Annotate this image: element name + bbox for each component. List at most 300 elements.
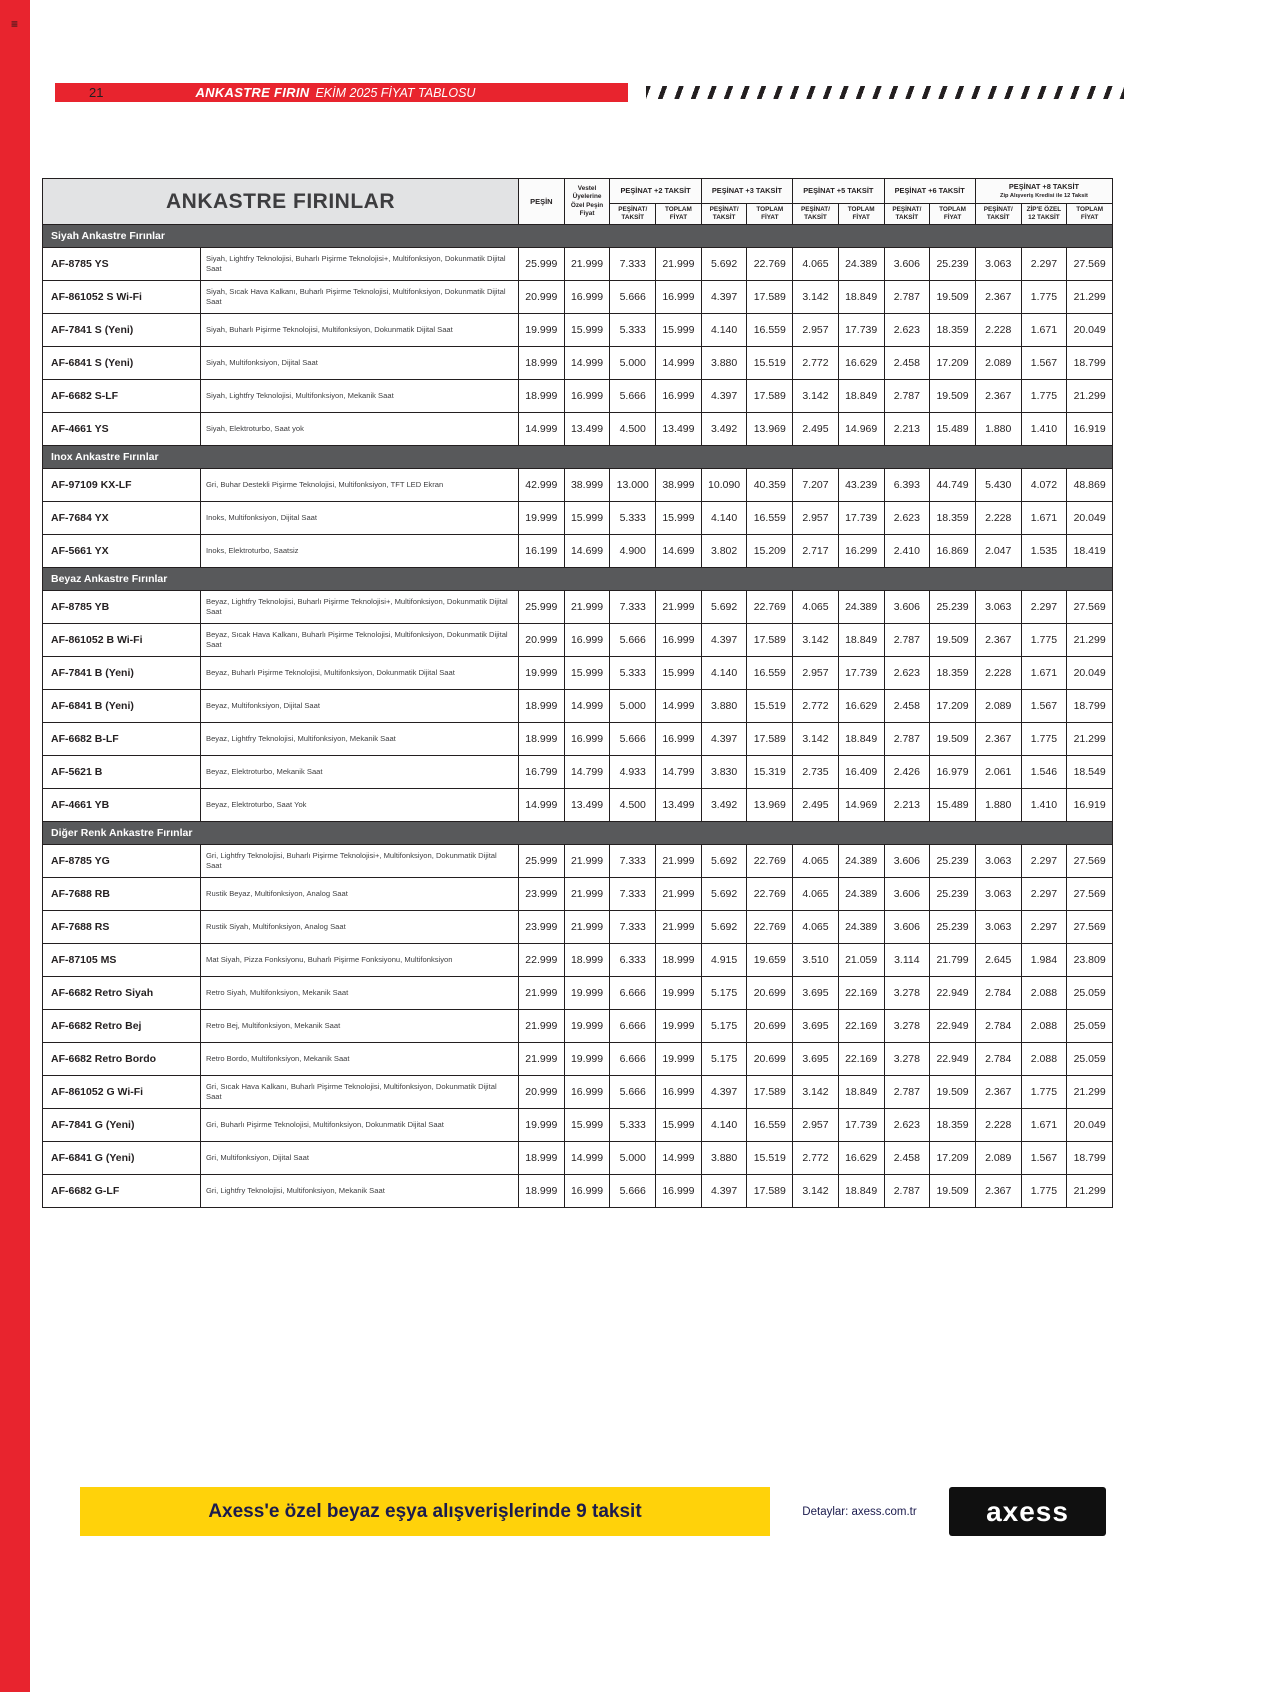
price-value: 25.059 (1067, 977, 1113, 1010)
price-value: 20.999 (519, 624, 565, 657)
price-value: 14.969 (838, 789, 884, 822)
product-description: Siyah, Multifonksiyon, Dijital Saat (201, 347, 519, 380)
price-value: 16.999 (564, 380, 610, 413)
price-value: 16.979 (930, 756, 976, 789)
price-value: 15.999 (656, 1109, 702, 1142)
price-value: 2.458 (884, 347, 930, 380)
product-description: Rustik Siyah, Multifonksiyon, Analog Saat (201, 911, 519, 944)
price-value: 19.659 (747, 944, 793, 977)
price-value: 21.299 (1067, 281, 1113, 314)
axess-promo-text: Axess'e özel beyaz eşya alışverişlerinde 9 taksit (80, 1487, 770, 1536)
price-value: 5.666 (610, 723, 656, 756)
price-value: 2.458 (884, 690, 930, 723)
col-group-pesinat-3-taksit: PEŞİNAT +3 TAKSİT (701, 179, 792, 204)
price-value: 18.849 (838, 380, 884, 413)
product-description: Retro Siyah, Multifonksiyon, Mekanik Saat (201, 977, 519, 1010)
price-value: 3.606 (884, 911, 930, 944)
subcol-pesinat-taksit: PEŞİNAT/ TAKSİT (793, 204, 839, 225)
price-value: 13.499 (656, 413, 702, 446)
price-value: 25.239 (930, 845, 976, 878)
product-description: Retro Bej, Multifonksiyon, Mekanik Saat (201, 1010, 519, 1043)
price-value: 6.393 (884, 469, 930, 502)
price-value: 4.140 (701, 314, 747, 347)
product-description: Gri, Lightfry Teknolojisi, Buharlı Pişirme Teknolojisi+, Multifonksiyon, Dokunmatik Dijital Saat (201, 845, 519, 878)
price-value: 17.739 (838, 314, 884, 347)
price-value: 15.209 (747, 535, 793, 568)
price-value: 24.389 (838, 878, 884, 911)
price-value: 20.699 (747, 1010, 793, 1043)
product-description: Beyaz, Elektroturbo, Mekanik Saat (201, 756, 519, 789)
product-model: AF-7688 RB (43, 878, 201, 911)
price-value: 2.061 (975, 756, 1021, 789)
product-row (43, 756, 1113, 789)
price-value: 4.900 (610, 535, 656, 568)
price-value: 2.623 (884, 1109, 930, 1142)
price-value: 18.999 (519, 1142, 565, 1175)
price-value: 38.999 (656, 469, 702, 502)
price-value: 21.999 (656, 591, 702, 624)
price-value: 18.419 (1067, 535, 1113, 568)
banner-subtitle: EKİM 2025 FİYAT TABLOSU (315, 85, 476, 100)
price-value: 5.000 (610, 347, 656, 380)
price-value: 3.695 (793, 977, 839, 1010)
price-value: 23.999 (519, 878, 565, 911)
price-value: 14.999 (564, 1142, 610, 1175)
price-value: 3.142 (793, 1175, 839, 1208)
price-value: 16.629 (838, 690, 884, 723)
price-value: 2.297 (1021, 878, 1067, 911)
price-value: 20.699 (747, 977, 793, 1010)
price-value: 22.769 (747, 845, 793, 878)
price-value: 15.999 (564, 1109, 610, 1142)
price-value: 21.999 (656, 878, 702, 911)
price-value: 17.209 (930, 690, 976, 723)
price-value: 22.949 (930, 1010, 976, 1043)
product-model: AF-7684 YX (43, 502, 201, 535)
price-value: 16.999 (564, 281, 610, 314)
price-value: 22.769 (747, 591, 793, 624)
price-value: 16.299 (838, 535, 884, 568)
price-value: 2.213 (884, 413, 930, 446)
price-value: 4.397 (701, 1076, 747, 1109)
product-row (43, 1109, 1113, 1142)
product-row (43, 624, 1113, 657)
axess-details-link[interactable]: Detaylar: axess.com.tr (770, 1487, 949, 1536)
product-description: Siyah, Lightfry Teknolojisi, Multifonksiyon, Mekanik Saat (201, 380, 519, 413)
price-value: 2.297 (1021, 911, 1067, 944)
price-value: 3.606 (884, 591, 930, 624)
price-value: 3.278 (884, 1010, 930, 1043)
price-value: 25.999 (519, 248, 565, 281)
product-row (43, 413, 1113, 446)
product-row (43, 1043, 1113, 1076)
price-value: 3.142 (793, 624, 839, 657)
price-value: 14.999 (564, 347, 610, 380)
price-value: 17.739 (838, 657, 884, 690)
price-value: 2.228 (975, 657, 1021, 690)
price-value: 21.299 (1067, 1076, 1113, 1109)
price-value: 27.569 (1067, 911, 1113, 944)
price-value: 16.999 (656, 1076, 702, 1109)
page-number: 21 (89, 85, 104, 100)
col-group-pesinat-8-taksit-label: PEŞİNAT +8 TAKSİT (1008, 181, 1080, 191)
price-value: 1.880 (975, 413, 1021, 446)
price-value: 2.957 (793, 314, 839, 347)
price-value: 2.717 (793, 535, 839, 568)
product-model: AF-5661 YX (43, 535, 201, 568)
price-value: 2.367 (975, 380, 1021, 413)
price-value: 5.333 (610, 502, 656, 535)
price-value: 2.088 (1021, 977, 1067, 1010)
price-value: 16.559 (747, 657, 793, 690)
price-value: 2.367 (975, 723, 1021, 756)
price-value: 3.063 (975, 845, 1021, 878)
price-value: 16.559 (747, 314, 793, 347)
price-value: 4.140 (701, 1109, 747, 1142)
price-value: 3.606 (884, 878, 930, 911)
price-value: 44.749 (930, 469, 976, 502)
price-value: 5.333 (610, 1109, 656, 1142)
price-value: 16.199 (519, 535, 565, 568)
price-value: 3.695 (793, 1043, 839, 1076)
price-value: 18.799 (1067, 347, 1113, 380)
price-value: 1.775 (1021, 1076, 1067, 1109)
product-model: AF-7841 B (Yeni) (43, 657, 201, 690)
price-value: 3.142 (793, 1076, 839, 1109)
price-value: 5.666 (610, 380, 656, 413)
price-value: 18.799 (1067, 690, 1113, 723)
axess-logo: axess (949, 1487, 1106, 1536)
brand-mark-icon: ≡ (11, 17, 19, 31)
price-value: 1.671 (1021, 1109, 1067, 1142)
price-value: 1.775 (1021, 281, 1067, 314)
product-model: AF-6682 Retro Bordo (43, 1043, 201, 1076)
price-value: 14.999 (656, 1142, 702, 1175)
price-value: 3.063 (975, 248, 1021, 281)
subcol-toplam-fiyat: TOPLAM FİYAT (838, 204, 884, 225)
price-value: 14.999 (564, 690, 610, 723)
price-value: 27.569 (1067, 878, 1113, 911)
price-value: 14.799 (564, 756, 610, 789)
price-value: 16.409 (838, 756, 884, 789)
product-model: AF-7841 G (Yeni) (43, 1109, 201, 1142)
price-value: 21.999 (519, 1010, 565, 1043)
price-value: 3.606 (884, 845, 930, 878)
section-title: Beyaz Ankastre Fırınlar (43, 568, 1113, 591)
price-value: 13.969 (747, 413, 793, 446)
product-model: AF-4661 YB (43, 789, 201, 822)
price-value: 5.666 (610, 1175, 656, 1208)
price-value: 21.999 (564, 878, 610, 911)
price-value: 18.999 (519, 380, 565, 413)
price-value: 2.784 (975, 1043, 1021, 1076)
price-value: 18.999 (519, 690, 565, 723)
product-description: Inoks, Elektroturbo, Saatsiz (201, 535, 519, 568)
price-value: 6.666 (610, 1043, 656, 1076)
subcol-pesinat-taksit: PEŞİNAT/ TAKSİT (884, 204, 930, 225)
product-model: AF-5621 B (43, 756, 201, 789)
product-model: AF-6841 S (Yeni) (43, 347, 201, 380)
price-value: 4.397 (701, 1175, 747, 1208)
product-row (43, 502, 1113, 535)
price-value: 4.072 (1021, 469, 1067, 502)
price-value: 14.999 (656, 690, 702, 723)
price-value: 24.389 (838, 248, 884, 281)
product-description: Gri, Multifonksiyon, Dijital Saat (201, 1142, 519, 1175)
product-description: Beyaz, Elektroturbo, Saat Yok (201, 789, 519, 822)
price-value: 2.495 (793, 413, 839, 446)
price-value: 18.549 (1067, 756, 1113, 789)
product-model: AF-8785 YS (43, 248, 201, 281)
price-value: 4.140 (701, 657, 747, 690)
price-value: 10.090 (701, 469, 747, 502)
price-value: 42.999 (519, 469, 565, 502)
price-value: 2.957 (793, 1109, 839, 1142)
price-value: 19.999 (656, 1010, 702, 1043)
price-value: 17.739 (838, 1109, 884, 1142)
price-value: 2.623 (884, 502, 930, 535)
price-value: 14.999 (656, 347, 702, 380)
table-title: ANKASTRE FIRINLAR (43, 179, 519, 225)
price-value: 2.088 (1021, 1043, 1067, 1076)
price-value: 2.297 (1021, 591, 1067, 624)
price-value: 13.499 (564, 789, 610, 822)
price-value: 21.999 (564, 845, 610, 878)
price-value: 15.999 (656, 502, 702, 535)
price-value: 5.666 (610, 1076, 656, 1109)
price-value: 16.999 (656, 281, 702, 314)
product-description: Mat Siyah, Pizza Fonksiyonu, Buharlı Pişirme Fonksiyonu, Multifonksiyon (201, 944, 519, 977)
price-value: 18.849 (838, 723, 884, 756)
price-value: 1.567 (1021, 1142, 1067, 1175)
product-row (43, 380, 1113, 413)
price-value: 19.509 (930, 281, 976, 314)
price-value: 3.142 (793, 281, 839, 314)
price-value: 4.500 (610, 413, 656, 446)
price-value: 15.519 (747, 1142, 793, 1175)
product-row (43, 1175, 1113, 1208)
price-value: 19.999 (519, 1109, 565, 1142)
price-value: 16.999 (656, 723, 702, 756)
price-value: 19.509 (930, 1076, 976, 1109)
product-model: AF-861052 S Wi-Fi (43, 281, 201, 314)
price-value: 2.297 (1021, 248, 1067, 281)
price-value: 48.869 (1067, 469, 1113, 502)
price-value: 2.772 (793, 1142, 839, 1175)
price-value: 1.775 (1021, 1175, 1067, 1208)
price-value: 21.999 (656, 911, 702, 944)
price-value: 40.359 (747, 469, 793, 502)
price-value: 4.065 (793, 845, 839, 878)
price-value: 4.500 (610, 789, 656, 822)
price-value: 2.784 (975, 977, 1021, 1010)
price-value: 2.367 (975, 281, 1021, 314)
price-value: 20.699 (747, 1043, 793, 1076)
price-value: 21.299 (1067, 624, 1113, 657)
price-value: 17.589 (747, 281, 793, 314)
price-value: 25.999 (519, 591, 565, 624)
price-value: 14.999 (519, 789, 565, 822)
product-row (43, 657, 1113, 690)
price-value: 1.410 (1021, 789, 1067, 822)
price-value: 2.787 (884, 281, 930, 314)
price-value: 18.359 (930, 314, 976, 347)
price-value: 25.239 (930, 591, 976, 624)
product-model: AF-97109 KX-LF (43, 469, 201, 502)
product-row (43, 1142, 1113, 1175)
price-value: 16.999 (656, 624, 702, 657)
product-description: Rustik Beyaz, Multifonksiyon, Analog Saat (201, 878, 519, 911)
subcol-toplam-fiyat: TOPLAM FİYAT (1067, 204, 1113, 225)
col-group-pesinat-5-taksit: PEŞİNAT +5 TAKSİT (793, 179, 884, 204)
footer-banner (80, 1487, 1106, 1536)
price-value: 19.999 (519, 502, 565, 535)
price-value: 21.999 (656, 845, 702, 878)
price-value: 17.589 (747, 723, 793, 756)
price-value: 22.769 (747, 911, 793, 944)
section-title: Diğer Renk Ankastre Fırınlar (43, 822, 1113, 845)
price-value: 4.140 (701, 502, 747, 535)
price-value: 18.799 (1067, 1142, 1113, 1175)
price-value: 5.692 (701, 878, 747, 911)
price-value: 1.775 (1021, 624, 1067, 657)
price-value: 14.799 (656, 756, 702, 789)
price-value: 16.999 (564, 624, 610, 657)
price-value: 5.000 (610, 690, 656, 723)
price-value: 21.999 (519, 1043, 565, 1076)
price-value: 21.999 (656, 248, 702, 281)
price-value: 2.645 (975, 944, 1021, 977)
product-model: AF-6841 B (Yeni) (43, 690, 201, 723)
price-value: 2.787 (884, 723, 930, 756)
price-value: 19.999 (564, 1043, 610, 1076)
price-value: 16.999 (564, 1076, 610, 1109)
price-value: 3.510 (793, 944, 839, 977)
price-value: 15.999 (564, 657, 610, 690)
price-value: 13.969 (747, 789, 793, 822)
price-value: 5.175 (701, 1010, 747, 1043)
product-model: AF-6682 B-LF (43, 723, 201, 756)
subcol-pesinat-taksit: PEŞİNAT/ TAKSİT (701, 204, 747, 225)
price-value: 21.299 (1067, 1175, 1113, 1208)
price-value: 22.169 (838, 1010, 884, 1043)
product-row (43, 944, 1113, 977)
price-value: 1.535 (1021, 535, 1067, 568)
price-value: 3.880 (701, 690, 747, 723)
price-value: 2.367 (975, 624, 1021, 657)
product-model: AF-7688 RS (43, 911, 201, 944)
price-value: 27.569 (1067, 248, 1113, 281)
price-value: 1.775 (1021, 380, 1067, 413)
product-description: Beyaz, Sıcak Hava Kalkanı, Buharlı Pişirme Teknolojisi, Multifonksiyon, Dokunmatik Dijital Saat (201, 624, 519, 657)
price-value: 6.666 (610, 977, 656, 1010)
product-row (43, 845, 1113, 878)
subcol-pesinat-taksit: PEŞİNAT/ TAKSİT (975, 204, 1021, 225)
price-value: 19.509 (930, 723, 976, 756)
subcol-toplam-fiyat: TOPLAM FİYAT (656, 204, 702, 225)
price-value: 2.213 (884, 789, 930, 822)
section-title: Inox Ankastre Fırınlar (43, 446, 1113, 469)
price-value: 15.489 (930, 789, 976, 822)
product-row (43, 977, 1113, 1010)
price-value: 3.063 (975, 878, 1021, 911)
price-value: 4.065 (793, 911, 839, 944)
price-value: 2.367 (975, 1175, 1021, 1208)
price-value: 17.739 (838, 502, 884, 535)
price-value: 18.359 (930, 502, 976, 535)
price-value: 18.999 (656, 944, 702, 977)
price-value: 5.175 (701, 1043, 747, 1076)
product-description: Beyaz, Lightfry Teknolojisi, Multifonksiyon, Mekanik Saat (201, 723, 519, 756)
diagonal-stripes-decoration (646, 86, 1124, 99)
banner-title: ANKASTRE FIRIN (195, 85, 310, 100)
price-value: 22.169 (838, 1043, 884, 1076)
price-value: 16.559 (747, 502, 793, 535)
price-value: 21.059 (838, 944, 884, 977)
product-model: AF-8785 YB (43, 591, 201, 624)
price-value: 5.692 (701, 911, 747, 944)
price-value: 3.142 (793, 380, 839, 413)
price-value: 17.589 (747, 624, 793, 657)
price-value: 2.228 (975, 314, 1021, 347)
product-description: Siyah, Elektroturbo, Saat yok (201, 413, 519, 446)
price-value: 19.509 (930, 624, 976, 657)
price-value: 2.787 (884, 1076, 930, 1109)
price-value: 17.209 (930, 1142, 976, 1175)
price-value: 20.999 (519, 281, 565, 314)
price-value: 20.049 (1067, 1109, 1113, 1142)
price-value: 5.692 (701, 591, 747, 624)
price-value: 13.000 (610, 469, 656, 502)
price-value: 1.671 (1021, 502, 1067, 535)
product-row (43, 723, 1113, 756)
col-header-vestel-ozel-fiyat: Vestel Üyelerine Özel Peşin Fiyat (564, 179, 610, 225)
product-description: Siyah, Sıcak Hava Kalkanı, Buharlı Pişirme Teknolojisi, Multifonksiyon, Dokunmatik Dijital Saat (201, 281, 519, 314)
price-value: 5.333 (610, 657, 656, 690)
price-value: 5.430 (975, 469, 1021, 502)
product-model: AF-861052 B Wi-Fi (43, 624, 201, 657)
price-value: 2.228 (975, 502, 1021, 535)
price-value: 2.367 (975, 1076, 1021, 1109)
product-description: Gri, Lightfry Teknolojisi, Multifonksiyon, Mekanik Saat (201, 1175, 519, 1208)
price-value: 2.772 (793, 347, 839, 380)
price-value: 22.949 (930, 1043, 976, 1076)
price-value: 1.671 (1021, 314, 1067, 347)
price-value: 4.397 (701, 624, 747, 657)
price-value: 5.692 (701, 845, 747, 878)
price-value: 16.559 (747, 1109, 793, 1142)
price-value: 14.999 (519, 413, 565, 446)
subcol-toplam-fiyat: TOPLAM FİYAT (747, 204, 793, 225)
price-value: 7.333 (610, 878, 656, 911)
price-value: 2.458 (884, 1142, 930, 1175)
price-value: 21.999 (564, 911, 610, 944)
price-value: 2.957 (793, 657, 839, 690)
price-value: 15.999 (564, 314, 610, 347)
price-table-body (43, 225, 1113, 1208)
price-value: 22.999 (519, 944, 565, 977)
price-value: 3.492 (701, 413, 747, 446)
product-row (43, 1010, 1113, 1043)
price-value: 2.047 (975, 535, 1021, 568)
price-value: 2.787 (884, 624, 930, 657)
price-value: 18.849 (838, 624, 884, 657)
price-value: 2.787 (884, 380, 930, 413)
price-value: 19.509 (930, 380, 976, 413)
product-description: Siyah, Buharlı Pişirme Teknolojisi, Multifonksiyon, Dokunmatik Dijital Saat (201, 314, 519, 347)
section-header-row (43, 568, 1113, 591)
price-value: 15.319 (747, 756, 793, 789)
